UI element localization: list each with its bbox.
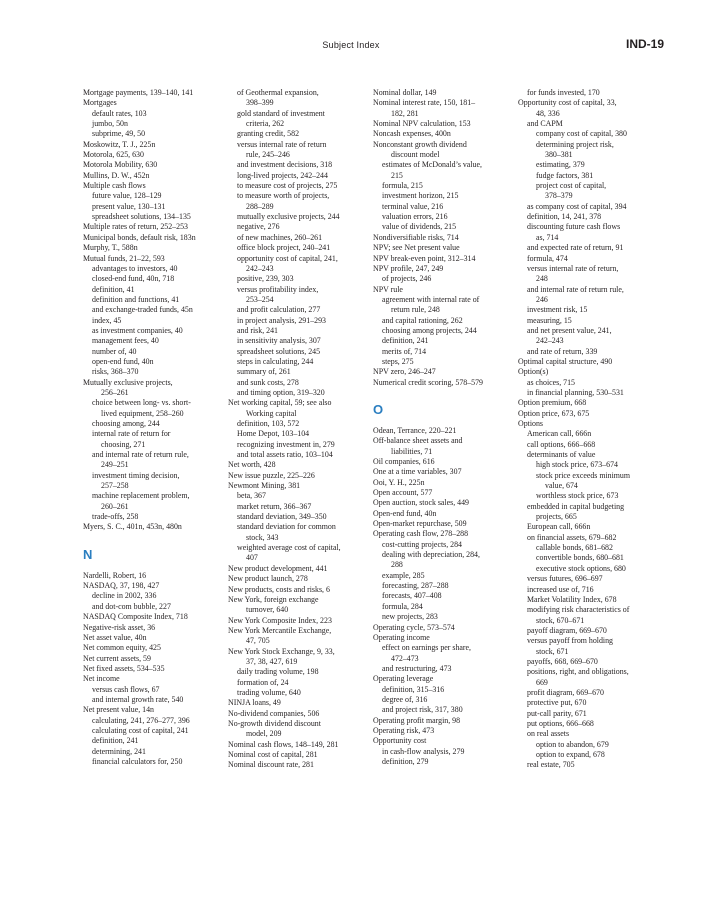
index-subentry: management fees, 40 [92, 336, 159, 346]
index-subentry: calculating, 241, 276–277, 396 [92, 715, 190, 725]
index-subentry: trading volume, 640 [237, 687, 301, 697]
index-subentry: standard deviation for common [237, 522, 336, 532]
index-subentry: and rate of return, 339 [527, 346, 598, 356]
index-subentry: convertible bonds, 680–681 [536, 553, 624, 563]
index-entry: Odean, Terrance, 220–221 [373, 425, 457, 435]
index-subentry: criteria, 262 [246, 119, 285, 129]
index-subentry: option to expand, 678 [536, 750, 605, 759]
index-subentry: and capital rationing, 262 [382, 315, 463, 325]
index-subentry: index, 45 [92, 315, 122, 325]
index-subentry: effect on earnings per share, [382, 643, 472, 653]
index-subentry: cost-cutting projects, 284 [382, 539, 462, 549]
index-entry: Mutually exclusive projects, [83, 377, 173, 387]
index-subentry: 37, 38, 427, 619 [246, 656, 298, 666]
index-subentry: definition, 279 [382, 756, 429, 766]
index-column-2 [228, 88, 368, 771]
index-subentry: value of dividends, 215 [382, 222, 457, 232]
index-subentry: advantages to investors, 40 [92, 263, 178, 273]
index-entry: Nondiversifiable risks, 714 [373, 232, 459, 242]
index-subentry: forecasting, 287–288 [382, 581, 449, 591]
index-subentry: versus cash flows, 67 [92, 684, 160, 694]
index-entry: New York Stock Exchange, 9, 33, [228, 646, 335, 656]
index-entry: Open auction, stock sales, 449 [373, 498, 469, 508]
index-subentry: degree of, 316 [382, 694, 428, 704]
index-subentry: callable bonds, 681–682 [536, 543, 613, 553]
index-subentry: definition, 103, 572 [237, 419, 300, 428]
index-entry: Ooi, Y. H., 225n [373, 477, 425, 487]
index-subentry: worthless stock price, 673 [536, 491, 619, 501]
index-entry: New product development, 441 [228, 563, 328, 573]
index-subentry: definition, 241 [92, 736, 139, 746]
index-subentry: gold standard of investment [237, 108, 325, 118]
index-subentry: mutually exclusive projects, 244 [237, 212, 340, 222]
index-subentry: definition, 315–316 [382, 684, 445, 694]
index-subentry: stock, 670–671 [536, 615, 585, 625]
index-subentry: 242–243 [246, 263, 274, 273]
index-subentry: internal rate of return for [92, 429, 171, 439]
index-subentry: on real assets [527, 729, 570, 739]
index-entry: Motorola, 625, 630 [83, 150, 144, 160]
index-subentry: of new machines, 260–261 [237, 232, 323, 242]
index-subentry: 246 [536, 294, 548, 304]
index-subentry: machine replacement problem, [92, 491, 190, 501]
index-subentry: 249–251 [101, 460, 129, 470]
index-subentry: market return, 366–367 [237, 501, 312, 511]
index-entry: Negative-risk asset, 36 [83, 622, 156, 632]
index-subentry: profit diagram, 669–670 [527, 687, 604, 697]
index-subentry: measuring, 15 [527, 315, 572, 325]
index-entry: NASDAQ Composite Index, 718 [83, 612, 188, 622]
index-subentry: determinants of value [527, 450, 596, 460]
index-entry: NINJA loans, 49 [228, 698, 281, 708]
index-subentry: 380–381 [545, 150, 573, 160]
index-subentry: turnover, 640 [246, 605, 289, 615]
index-subentry: versus profitability index, [237, 284, 319, 294]
index-subentry: beta, 367 [237, 491, 266, 501]
index-entry: NPV zero, 246–247 [373, 367, 436, 377]
index-subentry: Home Depot, 103–104 [237, 429, 310, 439]
index-subentry: payoff diagram, 669–670 [527, 625, 607, 635]
index-subentry: stock, 343 [246, 532, 279, 542]
index-subentry: as investment companies, 40 [92, 325, 183, 335]
index-subentry: 253–254 [246, 294, 274, 304]
index-entry: NPV; see Net present value [373, 243, 460, 253]
index-subentry: and dot-com bubble, 227 [92, 601, 171, 611]
index-subentry: choosing among projects, 244 [382, 325, 477, 335]
index-subentry: 47, 705 [246, 636, 270, 646]
index-entry: Mortgage payments, 139–140, 141 [83, 88, 194, 97]
index-subentry: number of, 40 [92, 346, 137, 356]
index-subentry: rule, 245–246 [246, 150, 290, 160]
index-subentry: choice between long- vs. short- [92, 398, 191, 408]
index-entry: Option premium, 668 [518, 398, 587, 408]
index-subentry: choosing, 271 [101, 439, 146, 449]
index-entry: Mortgages [83, 98, 117, 108]
index-subentry: 669 [536, 677, 548, 687]
index-entry: Options [518, 419, 543, 428]
index-subentry: and restructuring, 473 [382, 663, 452, 673]
index-entry: Net present value, 14n [83, 705, 154, 715]
index-subentry: 248 [536, 274, 548, 284]
index-subentry: opportunity cost of capital, 241, [237, 253, 338, 263]
index-subentry: investment horizon, 215 [382, 191, 459, 201]
index-entry: Net asset value, 40n [83, 632, 147, 642]
index-subentry: Market Volatility Index, 678 [527, 594, 617, 604]
index-subentry: American call, 666n [527, 429, 592, 439]
index-entry: Numerical credit scoring, 578–579 [373, 377, 483, 387]
index-entry: Open account, 577 [373, 488, 433, 498]
index-subentry: dealing with depreciation, 284, [382, 550, 480, 560]
index-subentry: open-end fund, 40n [92, 356, 154, 366]
index-subentry: versus payoff from holding [527, 636, 613, 646]
index-subentry: and internal rate of return rule, [527, 284, 624, 294]
index-subentry: discounting future cash flows [527, 222, 621, 232]
index-entry: Mullins, D. W., 452n [83, 170, 150, 180]
index-subentry: Working capital [246, 408, 297, 418]
index-subentry: return rule, 248 [391, 305, 440, 315]
index-subentry: increased use of, 716 [527, 584, 594, 594]
index-subentry: default rates, 103 [92, 108, 147, 118]
index-subentry: European call, 666n [527, 522, 591, 532]
index-subentry: 48, 336 [536, 108, 560, 118]
index-entry: Multiple cash flows [83, 181, 146, 191]
index-subentry: 378–379 [545, 191, 573, 201]
index-subentry: in cash-flow analysis, 279 [382, 746, 465, 756]
index-subentry: formula, 215 [382, 181, 423, 191]
index-subentry: determining project risk, [536, 139, 614, 149]
index-subentry: 260–261 [101, 501, 129, 511]
index-subentry: steps in calculating, 244 [237, 356, 314, 366]
index-entry: Murphy, T., 588n [83, 243, 138, 253]
index-entry: Nominal interest rate, 150, 181– [373, 98, 476, 108]
section-letter-heading: O [373, 401, 384, 417]
index-entry: Newmont Mining, 381 [228, 481, 301, 491]
index-subentry: protective put, 670 [527, 698, 587, 708]
index-subentry: trade-offs, 258 [92, 512, 139, 522]
index-entry: Open-market repurchase, 509 [373, 519, 467, 529]
index-entry: Nominal discount rate, 281 [228, 760, 314, 770]
index-subentry: versus internal rate of return, [527, 263, 619, 273]
index-entry: One at a time variables, 307 [373, 467, 462, 477]
index-entry: Opportunity cost [373, 736, 427, 746]
index-entry: Mutual funds, 21–22, 593 [83, 253, 165, 263]
section-letter-heading: N [83, 546, 93, 562]
index-entry: Oil companies, 616 [373, 457, 435, 466]
index-subentry: new projects, 283 [382, 612, 438, 622]
index-subentry: call options, 666–668 [527, 439, 596, 449]
index-subentry: 398–399 [246, 98, 274, 108]
index-subentry: positions, right, and obligations, [527, 667, 629, 677]
index-subentry: agreement with internal rate of [382, 294, 480, 304]
index-subentry: granting credit, 582 [237, 129, 300, 139]
index-subentry: high stock price, 673–674 [536, 460, 618, 470]
index-subentry: financial calculators for, 250 [92, 756, 183, 766]
index-subentry: and CAPM [527, 119, 563, 129]
index-subentry: formula, 474 [527, 253, 568, 263]
index-subentry: example, 285 [382, 570, 425, 580]
index-entry: Option(s) [518, 367, 549, 377]
index-subentry: decline in 2002, 336 [92, 591, 157, 601]
index-subentry: and internal rate of return rule, [92, 450, 189, 460]
index-subentry: to measure worth of projects, [237, 191, 330, 201]
index-subentry: 472–473 [391, 653, 419, 663]
index-subentry: steps, 275 [382, 356, 414, 366]
index-entry: NPV profile, 247, 249 [373, 263, 444, 273]
index-subentry: investment timing decision, [92, 470, 180, 480]
index-entry: Net worth, 428 [228, 460, 276, 470]
index-subentry: 288–289 [246, 201, 274, 211]
index-subentry: discount model [391, 150, 440, 160]
index-subentry: embedded in capital budgeting [527, 501, 625, 511]
index-subentry: formation of, 24 [237, 677, 289, 687]
index-subentry: and timing option, 319–320 [237, 387, 325, 397]
index-entry: Noncash expenses, 400n [373, 129, 451, 139]
index-entry: Nominal dollar, 149 [373, 88, 437, 97]
index-subentry: and internal growth rate, 540 [92, 694, 184, 704]
index-subentry: as, 714 [536, 232, 559, 242]
index-subentry: value, 674 [545, 481, 578, 491]
index-subentry: and total assets ratio, 103–104 [237, 450, 333, 460]
index-entry: Net income [83, 674, 120, 684]
index-subentry: formula, 284 [382, 601, 423, 611]
index-entry: Moskowitz, T. J., 225n [83, 139, 156, 149]
index-subentry: and investment decisions, 318 [237, 160, 333, 170]
index-subentry: office block project, 240–241 [237, 243, 331, 253]
index-subentry: valuation errors, 216 [382, 212, 448, 222]
index-subentry: definition, 41 [92, 284, 135, 294]
index-subentry: present value, 130–131 [92, 201, 166, 211]
index-entry: NPV break-even point, 312–314 [373, 253, 476, 263]
index-subentry: company cost of capital, 380 [536, 129, 627, 139]
index-subentry: definition, 241 [382, 336, 429, 346]
index-subentry: versus futures, 696–697 [527, 574, 603, 584]
index-entry: Multiple rates of return, 252–253 [83, 222, 188, 232]
index-subentry: weighted average cost of capital, [237, 543, 341, 553]
index-subentry: model, 209 [246, 729, 282, 739]
index-subentry: executive stock options, 680 [536, 563, 626, 573]
index-subentry: stock price exceeds minimum [536, 470, 631, 480]
index-subentry: 288 [391, 560, 403, 570]
index-column-4 [518, 88, 658, 771]
index-entry: Net common equity, 425 [83, 643, 161, 653]
index-subentry: liabilities, 71 [391, 446, 433, 456]
index-subentry: merits of, 714 [382, 346, 427, 356]
index-subentry: spreadsheet solutions, 245 [237, 346, 321, 356]
index-subentry: and net present value, 241, [527, 325, 612, 335]
index-subentry: fudge factors, 381 [536, 170, 594, 180]
index-entry: Municipal bonds, default risk, 183n [83, 232, 196, 242]
index-subentry: 182, 281 [391, 108, 419, 118]
index-subentry: of Geothermal expansion, [237, 88, 319, 97]
index-subentry: subprime, 49, 50 [92, 129, 146, 139]
index-entry: Motorola Mobility, 630 [83, 160, 158, 170]
index-subentry: 242–243 [536, 336, 564, 346]
index-entry: Nominal cash flows, 148–149, 281 [228, 739, 339, 749]
index-entry: Operating cash flow, 278–288 [373, 529, 469, 539]
index-subentry: put options, 666–668 [527, 718, 594, 728]
index-subentry: project cost of capital, [536, 181, 607, 191]
index-subentry: and profit calculation, 277 [237, 305, 321, 315]
index-entry: Myers, S. C., 401n, 453n, 480n [83, 522, 182, 532]
index-subentry: lived equipment, 258–260 [101, 408, 184, 418]
index-subentry: 257–258 [101, 481, 129, 491]
index-entry: No-growth dividend discount [228, 718, 321, 728]
index-subentry: in sensitivity analysis, 307 [237, 336, 321, 346]
index-subentry: daily trading volume, 198 [237, 667, 319, 677]
index-subentry: option to abandon, 679 [536, 739, 609, 749]
index-subentry: closed-end fund, 40n, 718 [92, 274, 175, 284]
index-subentry: versus internal rate of return [237, 139, 327, 149]
index-entry: Opportunity cost of capital, 33, [518, 98, 617, 108]
index-subentry: definition, 14, 241, 378 [527, 212, 602, 222]
index-entry: NPV rule [373, 284, 403, 294]
index-entry: Operating risk, 473 [373, 725, 435, 735]
index-subentry: terminal value, 216 [382, 201, 444, 211]
index-subentry: stock, 671 [536, 646, 569, 656]
index-subentry: future value, 128–129 [92, 191, 162, 201]
index-subentry: and risk, 241 [237, 325, 278, 335]
index-entry: Off-balance sheet assets and [373, 436, 463, 446]
index-subentry: risks, 368–370 [92, 367, 139, 377]
index-entry: Net working capital, 59; see also [228, 398, 332, 408]
index-column-3 [373, 88, 513, 767]
index-entry: Net current assets, 59 [83, 653, 151, 663]
index-entry: Option price, 673, 675 [518, 408, 590, 418]
index-entry: Open-end fund, 40n [373, 508, 437, 518]
index-subentry: 256–261 [101, 387, 129, 397]
index-subentry: summary of, 261 [237, 367, 291, 377]
index-subentry: long-lived projects, 242–244 [237, 170, 328, 180]
index-subentry: as company cost of capital, 394 [527, 201, 627, 211]
index-subentry: and exchange-traded funds, 45n [92, 305, 193, 315]
index-entry: New products, costs and risks, 6 [228, 584, 330, 594]
index-entry: NASDAQ, 37, 198, 427 [83, 581, 160, 591]
index-subentry: estimating, 379 [536, 160, 585, 170]
index-entry: Optimal capital structure, 490 [518, 356, 613, 366]
index-subentry: positive, 239, 303 [237, 274, 294, 284]
index-subentry: real estate, 705 [527, 760, 575, 770]
index-subentry: negative, 276 [237, 222, 280, 232]
index-entry: New issue puzzle, 225–226 [228, 470, 315, 480]
index-subentry: and expected rate of return, 91 [527, 243, 624, 253]
index-subentry: payoffs, 668, 669–670 [527, 656, 598, 666]
index-subentry: spreadsheet solutions, 134–135 [92, 212, 191, 222]
index-subentry: investment risk, 15 [527, 305, 588, 315]
index-subentry: projects, 665 [536, 512, 577, 522]
index-subentry: estimates of McDonald’s value, [382, 160, 482, 170]
running-header-title: Subject Index [322, 40, 380, 50]
index-entry: Operating cycle, 573–574 [373, 622, 455, 632]
index-column-1 [83, 88, 223, 767]
index-subentry: 407 [246, 553, 258, 563]
index-entry: New York Composite Index, 223 [228, 615, 332, 625]
index-subentry: recognizing investment in, 279 [237, 439, 335, 449]
index-subentry: as choices, 715 [527, 377, 575, 387]
index-subentry: definition and functions, 41 [92, 294, 180, 304]
index-subentry: choosing among, 244 [92, 419, 160, 428]
index-subentry: and project risk, 317, 380 [382, 705, 463, 715]
index-subentry: of projects, 246 [382, 274, 432, 284]
index-subentry: determining, 241 [92, 746, 146, 756]
index-entry: New product launch, 278 [228, 574, 308, 584]
index-entry: New York Mercantile Exchange, [228, 625, 332, 635]
index-subentry: forecasts, 407–408 [382, 591, 442, 601]
index-subentry: on financial assets, 679–682 [527, 532, 617, 542]
index-entry: Operating income [373, 632, 430, 642]
index-subentry: modifying risk characteristics of [527, 605, 630, 615]
index-subentry: and sunk costs, 278 [237, 377, 299, 387]
index-entry: Nominal cost of capital, 281 [228, 750, 318, 759]
index-subentry: jumbo, 50n [92, 119, 128, 129]
index-entry: Nardelli, Robert, 16 [83, 570, 147, 580]
index-subentry: standard deviation, 349–350 [237, 512, 327, 522]
index-entry: No-dividend companies, 506 [228, 708, 320, 718]
index-entry: Net fixed assets, 534–535 [83, 663, 165, 673]
index-subentry: 215 [391, 170, 403, 180]
index-subentry: put-call parity, 671 [527, 708, 587, 718]
index-entry: New York, foreign exchange [228, 594, 319, 604]
index-subentry: in financial planning, 530–531 [527, 387, 624, 397]
index-subentry: to measure cost of projects, 275 [237, 181, 338, 191]
index-entry: Operating profit margin, 98 [373, 715, 461, 725]
index-subentry: calculating cost of capital, 241 [92, 725, 189, 735]
index-subentry: in project analysis, 291–293 [237, 315, 326, 325]
index-entry: Operating leverage [373, 674, 434, 684]
page-number: IND-19 [625, 37, 664, 51]
index-subentry: for funds invested, 170 [527, 88, 600, 97]
index-entry: Nonconstant growth dividend [373, 139, 467, 149]
index-entry: Nominal NPV calculation, 153 [373, 119, 471, 129]
